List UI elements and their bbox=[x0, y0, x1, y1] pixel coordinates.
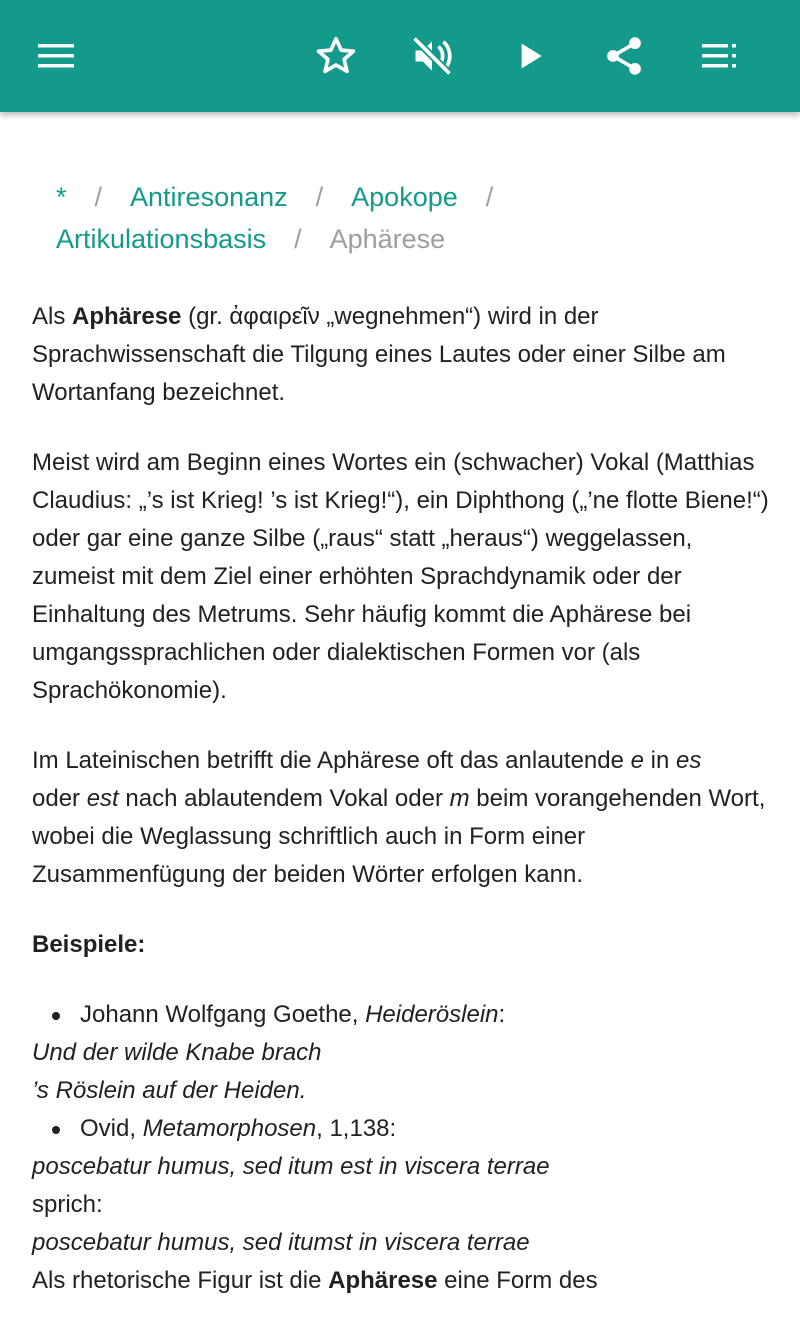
playlist-icon bbox=[700, 36, 740, 76]
share-button[interactable] bbox=[596, 28, 652, 84]
breadcrumb bbox=[56, 176, 756, 260]
rhetoric-paragraph bbox=[32, 1262, 772, 1300]
rhetoric-text: eine Form des bbox=[437, 1267, 598, 1294]
quote-line: Und der wilde Knabe brach bbox=[32, 1039, 322, 1066]
latin-text: beim vorangehenden Wort, wobei die Weglassung schriftlich auch in Form einer Zusammenfügung der beiden Wörter erfolgen kann. bbox=[32, 785, 766, 888]
example-ovid bbox=[32, 1110, 772, 1148]
app-bar bbox=[0, 0, 800, 112]
breadcrumb-separator: / bbox=[485, 182, 494, 212]
latin-paragraph bbox=[32, 742, 772, 894]
menu-button[interactable] bbox=[28, 28, 84, 84]
example-author: Johann Wolfgang Goethe, bbox=[80, 1001, 366, 1028]
intro-text: (gr. ἀφαιρεῖν „wegnehmen“) wird in der Sprachwissenschaft die Tilgung eines Lautes oder einer Silbe am Wortanfang bezeichnet. bbox=[32, 303, 726, 406]
latin-text: oder bbox=[32, 785, 87, 812]
article-body bbox=[32, 298, 772, 1332]
quote-line: poscebatur humus, sed itum est in viscera terrae bbox=[32, 1153, 550, 1180]
breadcrumb-separator: / bbox=[315, 182, 324, 212]
star-outline-icon bbox=[314, 34, 358, 78]
breadcrumb-home[interactable]: * bbox=[56, 182, 67, 212]
intro-paragraph bbox=[32, 298, 772, 412]
latin-text: in bbox=[644, 747, 677, 774]
menu-icon bbox=[36, 36, 76, 76]
breadcrumb-current: Aphärese bbox=[329, 224, 446, 254]
favorite-button[interactable] bbox=[308, 28, 364, 84]
breadcrumb-artikulationsbasis[interactable]: Artikulationsbasis bbox=[56, 224, 267, 254]
quote-line: poscebatur humus, sed itumst in viscera terrae bbox=[32, 1229, 530, 1256]
term-bold: Aphärese bbox=[328, 1267, 438, 1294]
play-icon bbox=[510, 36, 550, 76]
examples-heading-text: Beispiele: bbox=[32, 931, 146, 958]
latin-italic: es bbox=[676, 747, 702, 774]
content-area bbox=[0, 112, 800, 1294]
latin-text: nach ablautendem Vokal oder bbox=[118, 785, 450, 812]
example-suffix: , 1,138: bbox=[316, 1115, 397, 1142]
share-icon bbox=[602, 34, 646, 78]
example-goethe bbox=[32, 996, 772, 1034]
latin-italic: est bbox=[86, 785, 119, 812]
mute-button[interactable] bbox=[404, 28, 460, 84]
playlist-button[interactable] bbox=[692, 28, 748, 84]
latin-text: Im Lateinischen betrifft die Aphärese oft das anlautende bbox=[32, 747, 631, 774]
breadcrumb-antiresonanz[interactable]: Antiresonanz bbox=[130, 182, 288, 212]
breadcrumb-separator: / bbox=[94, 182, 103, 212]
latin-italic: e bbox=[630, 747, 644, 774]
quote-line: ’s Röslein auf der Heiden. bbox=[32, 1077, 307, 1104]
volume-off-icon bbox=[410, 34, 454, 78]
breadcrumb-apokope[interactable]: Apokope bbox=[351, 182, 458, 212]
play-button[interactable] bbox=[502, 28, 558, 84]
term-bold: Aphärese bbox=[72, 303, 182, 330]
example-work: Heideröslein bbox=[365, 1001, 499, 1028]
rhetoric-text: Als rhetorische Figur ist die bbox=[32, 1267, 329, 1294]
examples-list bbox=[32, 996, 772, 1262]
description-paragraph: Meist wird am Beginn eines Wortes ein (schwacher) Vokal (Matthias Claudius: „’s ist Krieg! ’s ist Krieg!“), ein Diphthong („’ne flotte Biene!“) oder gar eine ganze Silbe („raus“ statt „heraus“) weggelassen, zumeist mit dem Ziel einer erhöhten Sprachdynamik oder der Einhaltung des Metrums. Sehr häufig kommt die Aphärese bei umgangssprachlichen oder dialektischen Formen vor (als Sprachökonomie). bbox=[32, 449, 769, 704]
latin-italic: m bbox=[449, 785, 470, 812]
breadcrumb-separator: / bbox=[294, 224, 302, 254]
example-work: Metamorphosen bbox=[142, 1115, 317, 1142]
example-suffix: : bbox=[498, 1001, 506, 1028]
examples-heading bbox=[32, 926, 772, 964]
sprich-label: sprich: bbox=[32, 1191, 103, 1218]
intro-text: Als bbox=[32, 303, 73, 330]
example-author: Ovid, bbox=[80, 1115, 143, 1142]
